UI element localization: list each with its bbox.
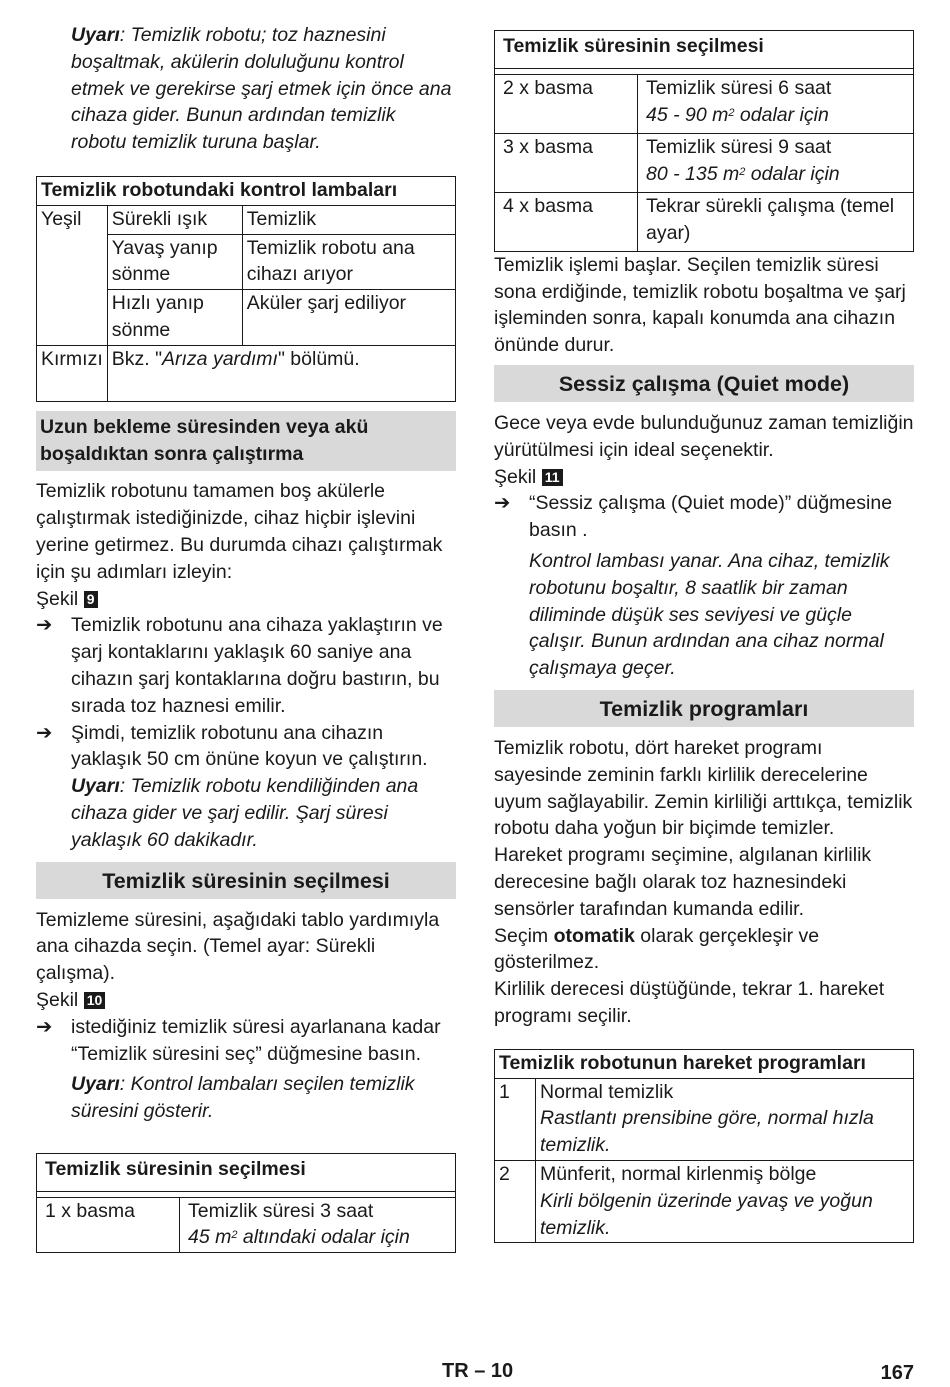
programs-paragraph: Kirlilik derecesi düştüğünde, tekrar 1. hareket programı seçilir. — [494, 978, 885, 1027]
footer-page-number: 167 — [880, 1362, 914, 1384]
section-heading-programs: Temizlik programları — [494, 690, 914, 727]
quiet-mode-note: Kontrol lambası yanar. Ana cihaz, temizlik robotunu boşaltır, 8 saatlik bir zaman diliminde düşük ses seviyesi ve güçle çalışır. Bunun ardından ana cihaz normal çalışmaya geçer. — [529, 549, 890, 680]
right-column — [494, 30, 914, 1243]
control-lamps-table-title: Temizlik robotundaki kontrol lambaları — [37, 176, 456, 205]
program-description-cell: Münferit, normal kirlenmiş bölge Kirli bölgenin üzerinde yavaş ve yoğun temizlik. — [536, 1160, 914, 1242]
arrow-right-icon: ➔ — [36, 1015, 53, 1038]
arrow-right-icon: ➔ — [36, 721, 53, 744]
motion-programs-table — [494, 1049, 914, 1244]
motion-programs-table-title: Temizlik robotunun hareket programları — [495, 1049, 914, 1078]
control-lamps-table — [36, 176, 456, 402]
section-heading-quiet-mode: Sessiz çalışma (Quiet mode) — [494, 365, 914, 402]
left-column — [36, 22, 456, 1253]
quiet-mode-paragraph: Gece veya evde bulunduğunuz zaman temizliğin yürütülmesi için ideal seçenektir. — [494, 411, 914, 461]
cleaning-time-table-title: Temizlik süresinin seçilmesi — [495, 31, 914, 69]
programs-paragraph: Temizlik robotu, dört hareket programı sayesinde zeminin farklı kirlilik derecelerine uyum sağlayabilir. Zemin kirliliği arttıkça, temizlik robotu daha yoğun bir biçimde temizler. — [494, 736, 913, 840]
lamp-red-meaning-cell: Bkz. "Arıza yardımı" bölümü. — [107, 345, 455, 401]
section-heading-startup: Uzun bekleme süresinden veya akü boşaldıktan sonra çalıştırma — [36, 411, 456, 472]
figure-10-badge: 10 — [84, 992, 106, 1009]
time-description-cell: Tekrar sürekli çalışma (temel ayar) — [638, 192, 914, 251]
figure-ref-9: Şekil 9 — [36, 586, 456, 613]
programs-paragraph: Hareket programı seçimine, algılanan kirlilik derecesine bağlı olarak toz haznesindeki sensörler tarafından kumanda edilir. — [494, 844, 872, 920]
step-bullet: ➔ istediğiniz temizlik süresi ayarlanana kadar “Temizlik süresini seç” düğmesine basın. — [36, 1015, 441, 1065]
lamp-meaning-cell: Temizlik — [242, 205, 455, 234]
press-count-cell: 4 x basma — [495, 192, 638, 251]
time-description-cell: Temizlik süresi 6 saat 45 - 90 $m^2$ odalar için — [638, 74, 914, 133]
note-return-to-base: Uyarı: Temizlik robotu; toz haznesini boşaltmak, akülerin doluluğunu kontrol etmek ve gerekirse şarj etmek için önce ana cihaza gider. Bunun ardından temizlik robotu temizlik turuna başlar. — [71, 24, 452, 154]
arrow-right-icon: ➔ — [494, 492, 511, 515]
cleaning-time-table-title: Temizlik süresinin seçilmesi — [37, 1153, 456, 1191]
lamp-state-cell: Sürekli ışık — [107, 205, 242, 234]
cleaning-time-table-part2 — [494, 30, 914, 252]
press-count-cell: 1 x basma — [37, 1197, 180, 1253]
figure-ref-10: Şekil 10 — [36, 987, 456, 1014]
time-description-cell: Temizlik süresi 3 saat 45 $m^2$ altındaki odalar için — [180, 1197, 456, 1253]
program-description-cell: Normal temizlik Rastlantı prensibine göre, normal hızla temizlik. — [536, 1078, 914, 1160]
lamp-meaning-cell: Aküler şarj ediliyor — [242, 290, 455, 346]
section-heading-cleaning-time: Temizlik süresinin seçilmesi — [36, 862, 456, 899]
time-description-cell: Temizlik süresi 9 saat 80 - 135 $m^2$ odalar için — [638, 133, 914, 192]
note-auto-charge: Uyarı: Temizlik robotu kendiliğinden ana cihaza gider ve şarj edilir. Şarj süresi yaklaşık 60 dakikadır. — [71, 775, 419, 851]
lamp-green-cell: Yeşil — [37, 205, 108, 345]
figure-ref-11: Şekil 11 — [494, 464, 914, 491]
cleaning-time-paragraph: Temizleme süresini, aşağıdaki tablo yardımıyla ana cihazda seçin. (Temel ayar: Sürekli çalışma). — [36, 908, 440, 985]
startup-paragraph: Temizlik robotunu tamamen boş akülerle çalıştırmak istediğinizde, cihaz hiçbir işlevini yerine getirmez. Bu durumda cihazı çalıştırmak için şu adımları izleyin: — [36, 480, 443, 583]
lamp-state-cell: Hızlı yanıp sönme — [107, 290, 242, 346]
figure-9-badge: 9 — [84, 591, 98, 608]
step-bullet: ➔ “Sessiz çalışma (Quiet mode)” düğmesine basın . — [494, 492, 893, 542]
lamp-red-cell: Kırmızı — [37, 345, 108, 401]
step-bullet: ➔ Şimdi, temizlik robotunu ana cihazın yaklaşık 50 cm önüne koyun ve çalıştırın. — [36, 721, 428, 771]
program-number-cell: 2 — [495, 1160, 536, 1242]
note-lamps-show-time: Uyarı: Kontrol lambaları seçilen temizlik süresini gösterir. — [71, 1073, 415, 1123]
lamp-state-cell: Yavaş yanıp sönme — [107, 234, 242, 290]
press-count-cell: 3 x basma — [495, 133, 638, 192]
program-number-cell: 1 — [495, 1078, 536, 1160]
cleaning-time-table-part1 — [36, 1153, 456, 1253]
press-count-cell: 2 x basma — [495, 74, 638, 133]
figure-11-badge: 11 — [542, 469, 563, 486]
arrow-right-icon: ➔ — [36, 614, 53, 637]
programs-paragraph: Seçim otomatik olarak gerçekleşir ve gösterilmez. — [494, 924, 820, 974]
cleaning-start-paragraph: Temizlik işlemi başlar. Seçilen temizlik süresi sona erdiğinde, temizlik robotu boşaltma ve şarj işleminden sonra, kapalı konumda ana cihazın önünde durur. — [494, 253, 906, 357]
step-bullet: ➔ Temizlik robotunu ana cihaza yaklaştırın ve şarj kontaklarını yaklaşık 60 saniye ana cihazın şarj kontaklarına doğru bastırın, bu sırada toz haznesi emilir. — [36, 614, 443, 717]
lamp-meaning-cell: Temizlik robotu ana cihazı arıyor — [242, 234, 455, 290]
footer-language-page: TR – 10 — [442, 1360, 514, 1382]
